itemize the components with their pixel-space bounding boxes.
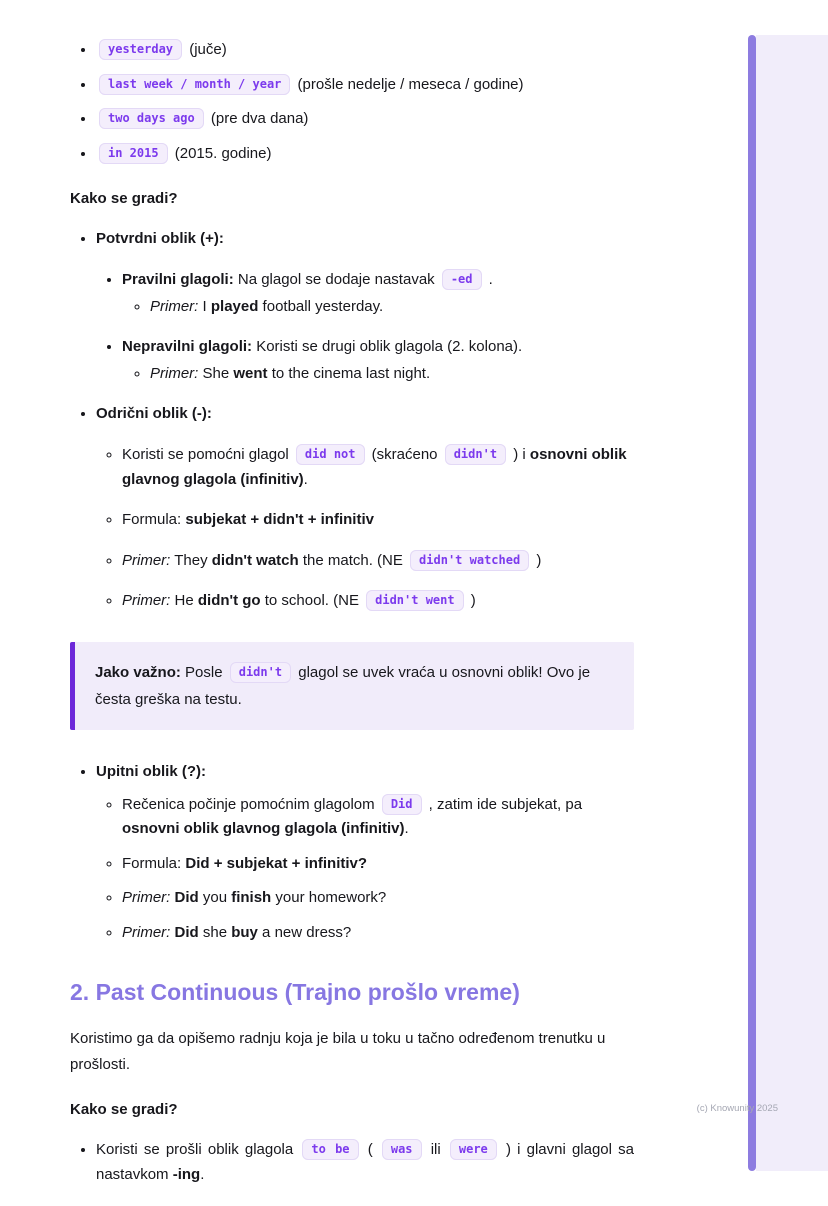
list-item <box>122 335 634 386</box>
text-run: Primer: <box>122 551 171 569</box>
text-run: didn't go <box>197 592 261 610</box>
bullet-list <box>70 1138 634 1187</box>
text-run: ) i <box>509 445 530 463</box>
text-run: to the cinema last night. <box>267 364 431 382</box>
text-run: , zatim ide subjekat, pa <box>424 795 583 813</box>
text-run: Koristi se prošli oblik glagola <box>96 1141 300 1159</box>
text-run: I <box>198 297 211 315</box>
next-page-preview <box>756 35 828 1171</box>
list-item <box>96 107 634 132</box>
list-item <box>96 760 634 946</box>
list-item <box>96 142 634 167</box>
text-run: -ing <box>172 1166 201 1184</box>
text-run: Potvrdni oblik (+): <box>96 230 224 248</box>
text-run: He <box>170 592 198 610</box>
text-run: Kako se gradi? <box>70 1101 178 1119</box>
text-run: subjekat + didn't + infinitiv <box>185 511 374 529</box>
text-run: Primer: <box>150 297 199 315</box>
text-run: went <box>233 364 268 382</box>
list-item <box>122 508 634 533</box>
list-item <box>96 1138 634 1187</box>
text-run: . <box>404 820 409 838</box>
text-run: Posle <box>180 663 227 681</box>
text-run: buy <box>231 923 258 941</box>
text-run: Primer: <box>150 364 199 382</box>
text-run: ) <box>466 592 476 610</box>
text-run: Did + subjekat + infinitiv? <box>185 854 368 872</box>
code-chip: to be <box>302 1139 358 1160</box>
text-run: Formula: <box>122 854 186 872</box>
bullet-list <box>70 760 634 946</box>
list-item <box>122 921 634 946</box>
scrollbar-thumb[interactable] <box>748 35 756 1171</box>
text-run: . <box>303 470 308 488</box>
text-run: Primer: <box>122 592 171 610</box>
list-item <box>96 402 634 614</box>
text-run: a new dress? <box>257 923 352 941</box>
code-chip: didn't <box>230 662 291 683</box>
document-content <box>70 28 634 1206</box>
code-chip: didn't went <box>366 590 463 611</box>
text-run: (juče) <box>185 41 227 58</box>
text-run: Koristi se pomoćni glagol <box>122 445 293 463</box>
text-run: Primer: <box>122 889 171 907</box>
code-chip: did not <box>296 444 365 465</box>
text-run: Did <box>174 923 199 941</box>
text-run: ) <box>532 551 542 569</box>
text-run: didn't watch <box>211 551 299 569</box>
bullet-list <box>96 793 634 946</box>
watermark: (c) Knowunity 2025 <box>696 1103 778 1114</box>
text-run: ( <box>361 1141 379 1159</box>
text-run: Odrični oblik (-): <box>96 405 212 423</box>
list-item <box>96 227 634 386</box>
text-run: They <box>170 551 212 569</box>
text-run: Na glagol se dodaje nastavak <box>233 270 439 288</box>
text-run: (2015. godine) <box>170 144 272 162</box>
text-run: . <box>484 270 493 288</box>
code-chip: didn't watched <box>410 550 529 571</box>
list-item <box>122 852 634 877</box>
section-subheading <box>70 190 634 207</box>
text-run: to school. (NE <box>260 592 364 610</box>
text-run: ) i glavni glagol sa nastavkom <box>96 1141 634 1184</box>
bullet-list <box>70 38 634 166</box>
important-callout <box>70 642 634 730</box>
text-run: the match. (NE <box>298 551 408 569</box>
code-chip: two days ago <box>99 108 204 129</box>
code-chip: last week / month / year <box>99 74 290 95</box>
code-chip: didn't <box>445 444 506 465</box>
text-run: Koristimo ga da opišemo radnju koja je bila u toku u tačno određenom trenutku u prošlosti. <box>70 1030 606 1073</box>
text-run: played <box>210 297 259 315</box>
list-item <box>150 362 634 387</box>
text-run: Kako se gradi? <box>70 190 178 208</box>
text-run: Jako važno: <box>95 663 181 681</box>
list-item <box>122 549 634 574</box>
text-run: Upitni oblik (?): <box>96 762 206 780</box>
text-run: ili <box>424 1141 447 1159</box>
list-item <box>122 793 634 842</box>
text-run: 2. Past Continuous (Trajno prošlo vreme) <box>70 979 520 1006</box>
code-chip: Did <box>382 794 422 815</box>
text-run: osnovni oblik glavnog glagola (infinitiv) <box>122 445 627 488</box>
text-run: she <box>198 923 232 941</box>
list-item <box>122 886 634 911</box>
section-subheading <box>70 1101 634 1118</box>
text-run: football yesterday. <box>258 297 384 315</box>
code-chip: was <box>382 1139 422 1160</box>
text-run: Nepravilni glagoli: <box>122 338 253 356</box>
bullet-list <box>122 295 634 320</box>
code-chip: -ed <box>442 269 482 290</box>
text-run: Rečenica počinje pomoćnim glagolom <box>122 795 379 813</box>
bullet-list <box>96 443 634 614</box>
list-item <box>96 73 634 98</box>
paragraph <box>70 1026 634 1077</box>
list-item <box>122 589 634 614</box>
text-run: Did <box>174 889 199 907</box>
list-item <box>122 268 634 319</box>
code-chip: yesterday <box>99 39 182 60</box>
text-run: osnovni oblik glavnog glagola (infinitiv) <box>122 820 405 838</box>
list-item <box>150 295 634 320</box>
text-run: glagol se uvek vraća u osnovni oblik! Ovo je česta greška na testu. <box>95 663 591 708</box>
text-run: She <box>198 364 234 382</box>
text-run: your homework? <box>271 889 387 907</box>
section-heading <box>70 979 634 1006</box>
text-run: Primer: <box>122 923 171 941</box>
text-run: Formula: <box>122 511 186 529</box>
bullet-list <box>122 362 634 387</box>
text-run: (pre dva dana) <box>206 110 309 128</box>
text-run: . <box>200 1166 205 1184</box>
text-run: Koristi se drugi oblik glagola (2. kolona). <box>252 338 523 356</box>
list-item <box>96 38 634 63</box>
bullet-list <box>96 268 634 386</box>
text-run: you <box>198 889 232 907</box>
text-run: (prošle nedelje / meseca / godine) <box>293 75 524 93</box>
text-run: finish <box>231 889 272 907</box>
code-chip: in 2015 <box>99 143 168 164</box>
list-item <box>122 443 634 492</box>
bullet-list <box>70 227 634 614</box>
text-run: Pravilni glagoli: <box>122 270 234 288</box>
code-chip: were <box>450 1139 497 1160</box>
text-run: (skraćeno <box>367 445 442 463</box>
